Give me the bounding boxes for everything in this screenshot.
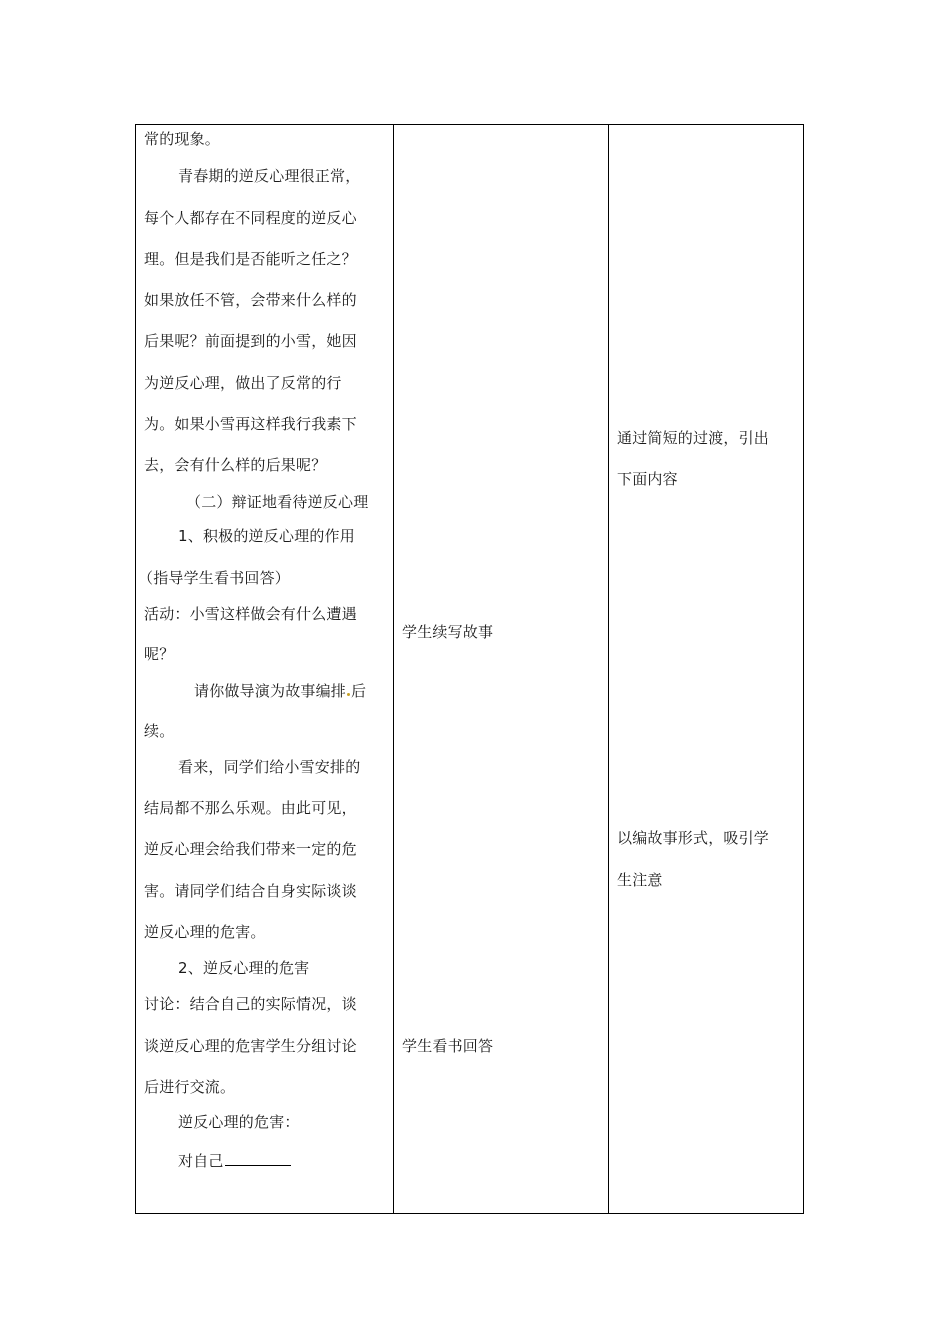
content-line: 如果放任不管，会带来什么样的 (144, 291, 357, 309)
design-intent-column (609, 125, 805, 1213)
content-line: 理。但是我们是否能听之任之？ (144, 250, 357, 268)
design-intent-text: 以编故事形式，吸引学 (617, 829, 770, 847)
content-line: 后进行交流。 (144, 1078, 236, 1096)
content-line: 青春期的逆反心理很正常， (178, 167, 361, 185)
subsection-heading: 2、逆反心理的危害 (178, 959, 310, 977)
content-line: 呢？ (144, 645, 175, 663)
content-line: 常的现象。 (144, 130, 221, 148)
fill-in-line (178, 1150, 291, 1171)
teaching-content-column (136, 125, 393, 1213)
discussion-line: 讨论：结合自己的实际情况，谈 (144, 995, 357, 1013)
student-activity-text: 学生看书回答 (402, 1037, 494, 1055)
content-line: 谈逆反心理的危害学生分组讨论 (144, 1037, 357, 1055)
activity-line: 活动：小雪这样做会有什么遭遇 (144, 605, 357, 623)
subsection-heading: 1、积极的逆反心理的作用 (178, 527, 355, 545)
section-heading: （二）辩证地看待逆反心理 (186, 493, 369, 511)
content-line: 为。如果小雪再这样我行我素下 (144, 415, 357, 433)
content-line: （指导学生看书回答） (138, 569, 291, 587)
student-activity-column (394, 125, 608, 1213)
content-line: 结局都不那么乐观。由此可见， (144, 799, 357, 817)
content-line: 去，会有什么样的后果呢？ (144, 456, 327, 474)
student-activity-text: 学生续写故事 (402, 623, 494, 641)
design-intent-text: 通过简短的过渡，引出 (617, 429, 770, 447)
content-line: 逆反心理会给我们带来一定的危 (144, 840, 357, 858)
content-line: 逆反心理的危害。 (144, 923, 266, 941)
content-line: 每个人都存在不同程度的逆反心 (144, 209, 357, 227)
lesson-plan-table (135, 124, 804, 1214)
design-intent-text: 下面内容 (617, 470, 678, 488)
design-intent-text: 生注意 (617, 871, 663, 889)
content-line (194, 681, 366, 701)
content-text: 后 (351, 682, 367, 700)
content-line: 续。 (144, 722, 175, 740)
content-line: 为逆反心理，做出了反常的行 (144, 374, 342, 392)
content-line: 后果呢？前面提到的小雪，她因 (144, 332, 357, 350)
content-line: 看来，同学们给小雪安排的 (178, 758, 361, 776)
fill-in-label: 对自己 (178, 1152, 224, 1170)
content-text: 请你做导演为故事编排 (194, 682, 347, 700)
ink-dot (347, 693, 350, 696)
fill-in-blank (225, 1150, 291, 1166)
content-line: 逆反心理的危害： (178, 1113, 300, 1131)
content-line: 害。请同学们结合自身实际谈谈 (144, 882, 357, 900)
